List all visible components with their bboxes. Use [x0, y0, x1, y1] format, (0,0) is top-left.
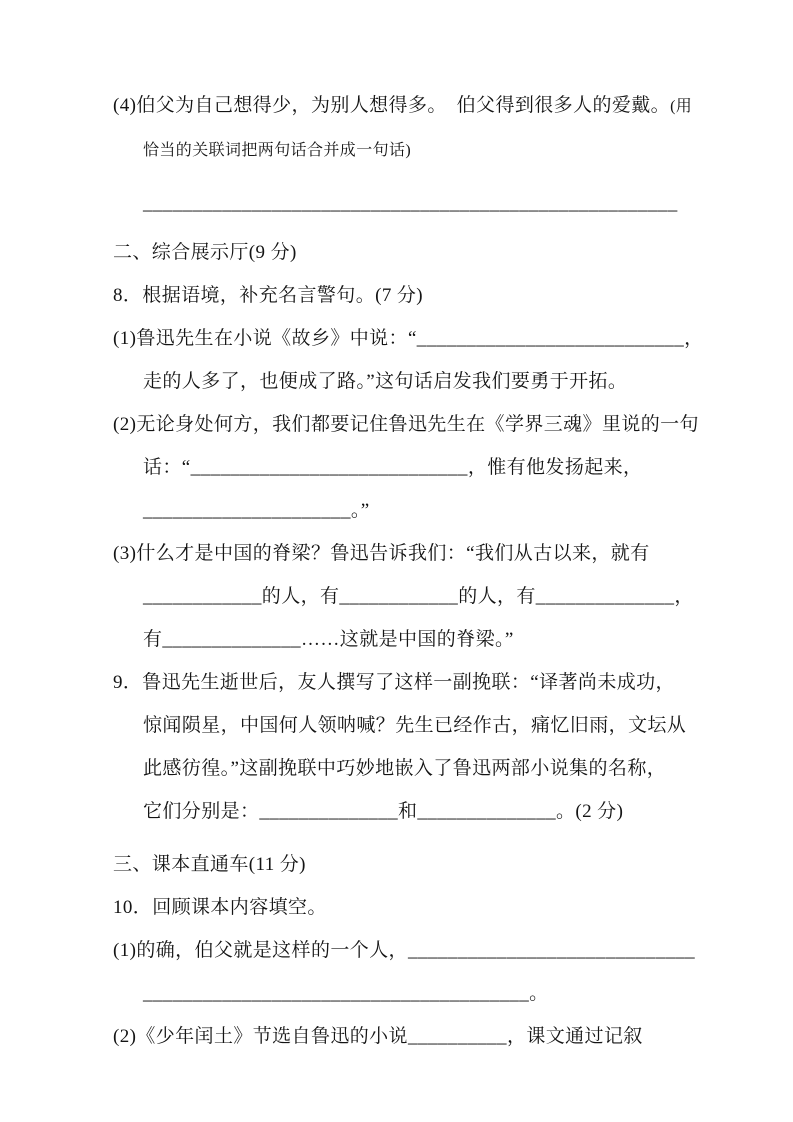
question-8-part3-text2: ____________的人，有____________的人，有______________，	[143, 586, 694, 607]
question-9-line4	[113, 790, 695, 833]
question-9-text2: 惊闻陨星，中国何人领呐喊？先生已经作古，痛忆旧雨，文坛从	[143, 715, 687, 736]
question-8-part2-line1	[113, 403, 699, 446]
question-8-part2-line3	[113, 489, 695, 532]
question-8-part3-text3: 有______________……这就是中国的脊梁。”	[143, 629, 514, 650]
question-10-stem	[113, 886, 695, 929]
question-8-stem	[113, 274, 695, 317]
question-9-line3	[113, 747, 695, 790]
question-9-text1: 9．鲁迅先生逝世后，友人撰写了这样一副挽联：“译著尚未成功，	[113, 672, 675, 693]
question-7-4-note-text: 恰当的关联词把两句话合并成一句话)	[143, 142, 412, 159]
question-10-part2-text1: (2)《少年闰土》节选自鲁迅的小说__________，课文通过记叙	[113, 1026, 643, 1047]
question-10-stem-text: 10．回顾课本内容填空。	[113, 897, 327, 918]
question-9-text4: 它们分别是：______________和______________。(2 分)	[143, 801, 624, 822]
section-3-heading	[113, 843, 695, 886]
question-8-part3-line1	[113, 532, 695, 575]
question-8-part3-text1: (3)什么才是中国的脊梁？鲁迅告诉我们：“我们从古以来，就有	[113, 543, 650, 564]
question-8-part2-text2: 话：“____________________________，惟有他发扬起来，	[143, 457, 643, 478]
question-7-4-line1	[113, 84, 695, 128]
section-3-title: 三、课本直通车(11 分)	[113, 854, 306, 875]
question-7-4-note-open: (用	[670, 98, 693, 115]
section-2-title: 二、综合展示厅(9 分)	[113, 242, 297, 263]
question-8-part1-line1	[113, 317, 704, 360]
question-8-part1-line2	[113, 360, 695, 403]
question-8-part2-line2	[113, 446, 695, 489]
question-8-part3-line3	[113, 618, 695, 661]
question-10-part1-text1: (1)的确，伯父就是这样的一个人，_____________________________	[113, 940, 696, 961]
question-8-part2-text1: (2)无论身处何方，我们都要记住鲁迅先生在《学界三魂》里说的一句	[113, 414, 699, 435]
question-8-part3-line2	[113, 575, 695, 618]
question-9-text3: 此感彷徨。”这副挽联中巧妙地嵌入了鲁迅两部小说集的名称，	[143, 758, 667, 779]
question-9-line2	[113, 704, 695, 747]
section-2-heading	[113, 231, 695, 274]
answer-blank-line: ______________________________________________________	[143, 193, 678, 214]
question-8-stem-text: 8．根据语境，补充名言警句。(7 分)	[113, 285, 424, 306]
question-10-part2-line1	[113, 1015, 695, 1058]
question-8-part1-text2: 走的人多了，也便成了路。”这句话启发我们要勇于开拓。	[143, 371, 628, 392]
question-7-4-answer-blank	[113, 182, 695, 225]
question-10-part1-text2: _______________________________________。	[143, 983, 549, 1004]
question-7-4-note-line	[113, 128, 695, 172]
question-8-part1-text1: (1)鲁迅先生在小说《故乡》中说：“___________________________，	[113, 328, 704, 349]
question-10-part1-line1	[113, 929, 695, 972]
question-7-4-text: (4)伯父为自己想得少，为别人想得多。 伯父得到很多人的爱戴。	[113, 95, 671, 116]
question-9-line1	[113, 661, 695, 704]
question-8-part2-text3: _____________________。”	[143, 500, 370, 521]
question-10-part1-line2	[113, 972, 695, 1015]
